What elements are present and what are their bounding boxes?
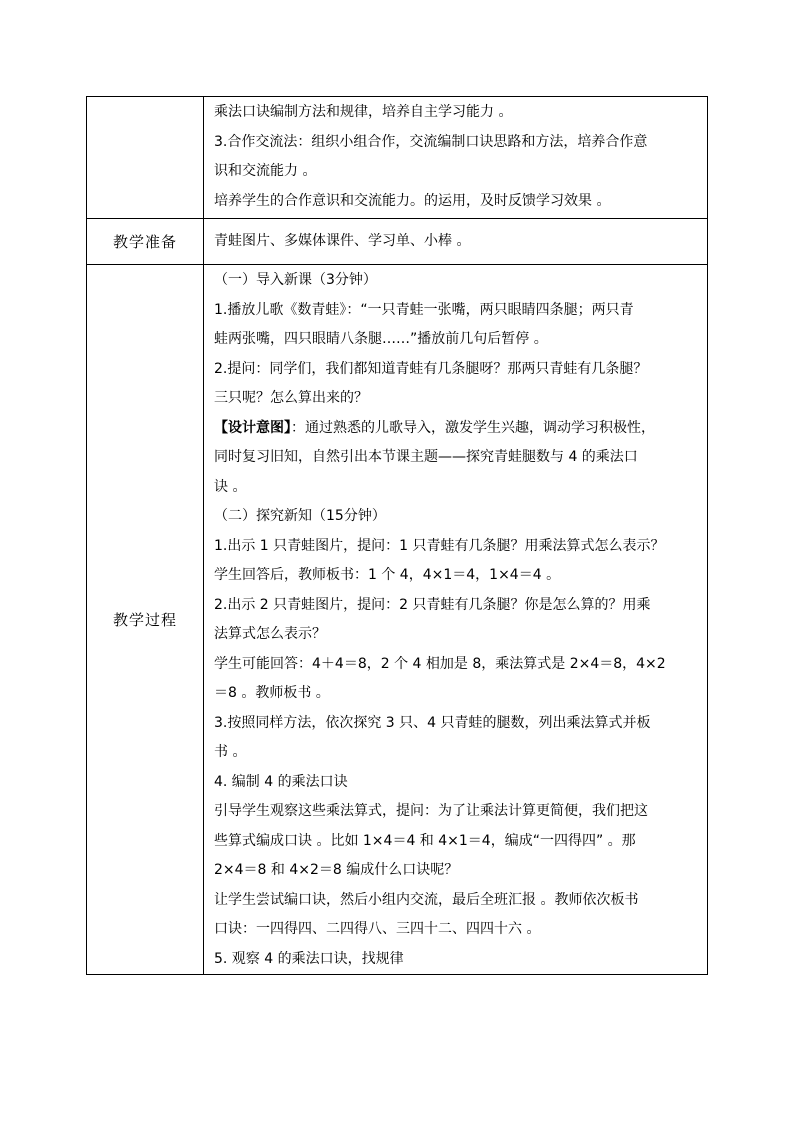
text-line: 培养学生的合作意识和交流能力。的运用，及时反馈学习效果 。 bbox=[214, 192, 611, 209]
methods-cell bbox=[204, 97, 708, 219]
text-line: 3.合作交流法：组织小组合作，交流编制口诀思路和方法，培养合作意 bbox=[214, 133, 648, 150]
text-line: 让学生尝试编口诀，然后小组内交流，最后全班汇报 。教师依次板书 bbox=[214, 891, 639, 908]
text-line: 2.出示 2 只青蛙图片，提问：2 只青蛙有几条腿？你是怎么算的？用乘 bbox=[214, 596, 651, 613]
text-line: 些算式编成口诀 。比如 1×4＝4 和 4×1＝4，编成“一四得四” 。那 bbox=[214, 832, 636, 849]
table-row-methods bbox=[87, 97, 708, 219]
text-line: 三只呢？怎么算出来的？ bbox=[214, 390, 368, 406]
text-line: 识和交流能力 。 bbox=[214, 163, 317, 179]
section-heading-intro: （一）导入新课（3分钟） bbox=[214, 272, 377, 288]
design-intent-line bbox=[214, 414, 701, 444]
row-label-empty bbox=[87, 97, 204, 219]
preparation-text: 青蛙图片、多媒体课件、学习单、小棒 。 bbox=[214, 232, 471, 249]
text-line: 引导学生观察这些乘法算式，提问：为了让乘法计算更简便，我们把这 bbox=[214, 803, 648, 819]
text-line: 5. 观察 4 的乘法口诀，找规律 bbox=[214, 950, 404, 967]
text-line: 学生可能回答：4＋4＝8，2 个 4 相加是 8，乘法算式是 2×4＝8，4×2 bbox=[214, 655, 666, 672]
table-row-preparation bbox=[87, 219, 708, 265]
text-line: 1.出示 1 只青蛙图片，提问：1 只青蛙有几条腿？用乘法算式怎么表示？ bbox=[214, 537, 665, 554]
preparation-cell bbox=[204, 219, 708, 265]
text-line: 诀 。 bbox=[214, 478, 247, 495]
text-line: 书 。 bbox=[214, 744, 247, 760]
row-label-process: 教学过程 bbox=[87, 265, 204, 975]
lesson-plan-table bbox=[86, 96, 708, 975]
design-intent-title: 【设计意图】 bbox=[214, 419, 291, 436]
text-line: ＝8 。教师板书 。 bbox=[214, 685, 330, 701]
section-heading-explore: （二）探究新知（15分钟） bbox=[214, 508, 386, 524]
text-line: 乘法口诀编制方法和规律，培养自主学习能力 。 bbox=[214, 104, 513, 120]
row-label-preparation: 教学准备 bbox=[87, 219, 204, 265]
text-line: 口诀：一四得四、二四得八、三四十二、四四十六 。 bbox=[214, 921, 541, 937]
text-line: 4. 编制 4 的乘法口诀 bbox=[214, 773, 348, 790]
design-intent-text: ：通过熟悉的儿歌导入，激发学生兴趣，调动学习积极性， bbox=[291, 419, 655, 436]
text-line: 学生回答后，教师板书：1 个 4，4×1＝4，1×4＝4 。 bbox=[214, 567, 561, 583]
text-line: 2×4＝8 和 4×2＝8 编成什么口诀呢？ bbox=[214, 862, 459, 878]
text-line: 2.提问：同学们，我们都知道青蛙有几条腿呀？那两只青蛙有几条腿？ bbox=[214, 360, 648, 377]
text-line: 蛙两张嘴，四只眼睛八条腿……”播放前几句后暂停 。 bbox=[214, 331, 548, 347]
process-cell bbox=[204, 265, 708, 975]
text-line: 3.按照同样方法，依次探究 3 只、4 只青蛙的腿数，列出乘法算式并板 bbox=[214, 714, 651, 731]
text-line: 同时复习旧知，自然引出本节课主题——探究青蛙腿数与 4 的乘法口 bbox=[214, 449, 638, 465]
table-row-process bbox=[87, 265, 708, 975]
text-line: 1.播放儿歌《数青蛙》：“一只青蛙一张嘴，两只眼睛四条腿；两只青 bbox=[214, 301, 634, 318]
text-line: 法算式怎么表示？ bbox=[214, 626, 326, 642]
